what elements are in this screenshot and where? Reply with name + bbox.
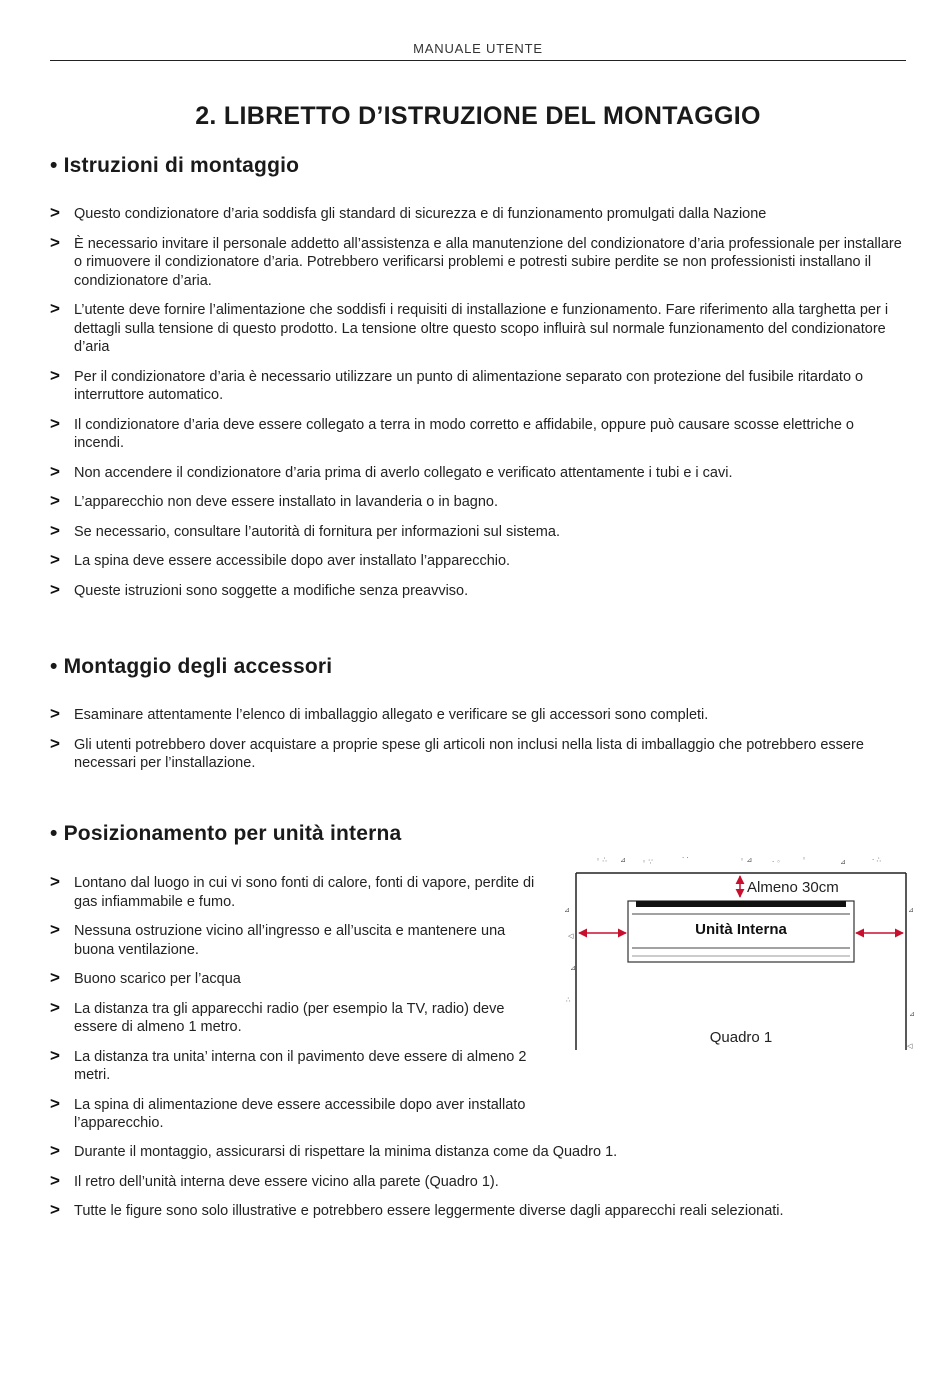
chevron-right-icon: > [50,232,60,252]
list-item [50,493,906,512]
bullet-list-istruzioni [50,205,906,611]
list-item [50,301,906,357]
chevron-right-icon: > [50,461,60,481]
chevron-right-icon: > [50,733,60,753]
header-rule [50,60,906,61]
list-item-text: L’apparecchio non deve essere installato in lavanderia o in bagno. [74,494,499,510]
list-item [50,520,906,542]
svg-text:◁: ◁ [568,932,574,940]
list-item-text: Buono scarico per l’acqua [74,971,241,987]
list-item [50,874,535,911]
placement-figure [562,852,918,1057]
clearance-label: Almeno 30cm [747,879,839,896]
svg-text:⊿: ⊿ [620,856,626,864]
chevron-right-icon: > [50,365,60,385]
unit-label: Unità Interna [695,921,787,938]
chevron-right-icon: > [50,872,60,891]
chevron-right-icon: > [50,920,60,939]
svg-text:⊿: ⊿ [908,906,914,914]
chevron-right-icon: > [50,1200,60,1219]
svg-text:· ∴: · ∴ [872,856,881,864]
list-item-text: La spina di alimentazione deve essere accessibile dopo aver installato l’apparecchio. [74,1096,526,1131]
list-item-text: Questo condizionatore d’aria soddisfa gli standard di sicurezza e di funzionamento promulgati dalla Nazione [74,206,767,222]
list-item-text: L’utente deve fornire l’alimentazione che soddisfi i requisiti di installazione e funzionamento. Fare riferimento alla targhetta per i dettagli sulla tensione di questo prodotto. La tensione oltre questo scopo influirà sul normale funzionamento del condizionatore d’aria [74,302,889,355]
list-item [50,413,906,453]
list-item-text: Il condizionatore d’aria deve essere collegato a terra in modo corretto e affidabile, oppure può causare scosse elettriche o incendi. [74,416,854,451]
list-item-text: È necessario invitare il personale addetto all’assistenza e alla manutenzione del condizionatore d’aria professionale per installare o rimuovere il condizionatore d’aria. Potrebbero verificarsi problemi e potresti subire perdite se non professionisti installano il condizionatore d’aria. [74,235,902,289]
section-heading-istruzioni: • Istruzioni di montaggio [50,154,300,177]
svg-text:· ◦: · ◦ [772,858,781,866]
chevron-right-icon: > [50,299,60,318]
list-item-text: Tutte le figure sono solo illustrative e potrebbero essere leggermente diverse dagli apparecchi reali selezionati. [74,1203,784,1219]
svg-text:∴: ∴ [566,996,571,1004]
list-item [50,997,535,1037]
list-item [50,922,535,959]
chevron-right-icon: > [50,1093,60,1113]
chevron-right-icon: > [50,413,60,433]
list-item [50,1045,535,1085]
bullet-list-posizionamento-full [50,1143,906,1232]
list-item-text: Nessuna ostruzione vicino all’ingresso e all’uscita e mantenere una buona ventilazione. [74,923,506,958]
list-item [50,1093,535,1133]
list-item [50,733,906,773]
list-item-text: Non accendere il condizionatore d’aria prima di averlo collegato e verificato attentamente i tubi e i cavi. [74,464,733,481]
list-item [50,461,906,483]
svg-text:⊿: ⊿ [909,1010,915,1018]
list-item [50,706,906,725]
list-item [50,552,906,571]
list-item-text: La spina deve essere accessibile dopo aver installato l’apparecchio. [74,553,511,569]
svg-text:◦ ∵: ◦ ∵ [642,858,653,866]
chevron-right-icon: > [50,491,60,510]
chevron-right-icon: > [50,520,60,540]
list-item-text: Per il condizionatore d’aria è necessario utilizzare un punto di alimentazione separato con protezione del fusibile ritardato o interruttore automatico. [74,368,864,403]
svg-text:⊿: ⊿ [840,858,846,866]
svg-text:◁: ◁ [907,1042,913,1050]
chevron-right-icon: > [50,997,60,1017]
list-item [50,1170,906,1192]
section-heading-posizionamento: • Posizionamento per unità interna [50,822,402,845]
chevron-right-icon: > [50,1141,60,1160]
bullet-list-accessori [50,706,906,784]
list-item [50,1202,906,1221]
chevron-right-icon: > [50,704,60,723]
bullet-list-posizionamento [50,874,535,1144]
chevron-right-icon: > [50,550,60,569]
svg-text:⊿: ⊿ [570,964,576,972]
list-item-text: La distanza tra gli apparecchi radio (per esempio la TV, radio) deve essere di almeno 1 metro. [74,1000,505,1035]
chevron-right-icon: > [50,1170,60,1190]
list-item-text: Queste istruzioni sono soggette a modifiche senza preavviso. [74,582,469,599]
list-item-text: Esaminare attentamente l’elenco di imballaggio allegato e verificare se gli accessori sono completi. [74,707,709,723]
list-item-text: Durante il montaggio, assicurarsi di rispettare la minima distanza come da Quadro 1. [74,1144,618,1160]
page-title: 2. LIBRETTO D’ISTRUZIONE DEL MONTAGGIO [195,102,761,130]
svg-text:· ·: · · [682,854,689,862]
list-item [50,970,535,989]
list-item-text: La distanza tra unita’ interna con il pavimento deve essere di almeno 2 metri. [74,1048,527,1083]
chevron-right-icon: > [50,579,60,599]
svg-text:◦: ◦ [802,855,807,863]
svg-text:◦ ⊿: ◦ ⊿ [740,856,753,864]
section-heading-accessori: • Montaggio degli accessori [50,655,333,678]
running-header: MANUALE UTENTE [413,41,543,56]
chevron-right-icon: > [50,1045,60,1065]
placement-diagram [562,852,918,1057]
figure-caption: Quadro 1 [709,1029,773,1046]
list-item-text: Lontano dal luogo in cui vi sono fonti di calore, fonti di vapore, perdite di gas infiammabile e fumo. [74,875,535,910]
list-item [50,1143,906,1162]
list-item [50,232,906,291]
svg-text:◦ ∴: ◦ ∴ [596,856,607,864]
list-item-text: Se necessario, consultare l’autorità di fornitura per informazioni sul sistema. [74,523,560,540]
svg-text:⊿: ⊿ [564,906,570,914]
chevron-right-icon: > [50,968,60,987]
list-item-text: Gli utenti potrebbero dover acquistare a proprie spese gli articoli non inclusi nella lista di imballaggio che potrebbero essere necessari per l’installazione. [74,736,864,771]
list-item [50,365,906,405]
list-item [50,579,906,601]
chevron-right-icon: > [50,203,60,222]
list-item [50,205,906,224]
list-item-text: Il retro dell’unità interna deve essere vicino alla parete (Quadro 1). [74,1173,499,1190]
